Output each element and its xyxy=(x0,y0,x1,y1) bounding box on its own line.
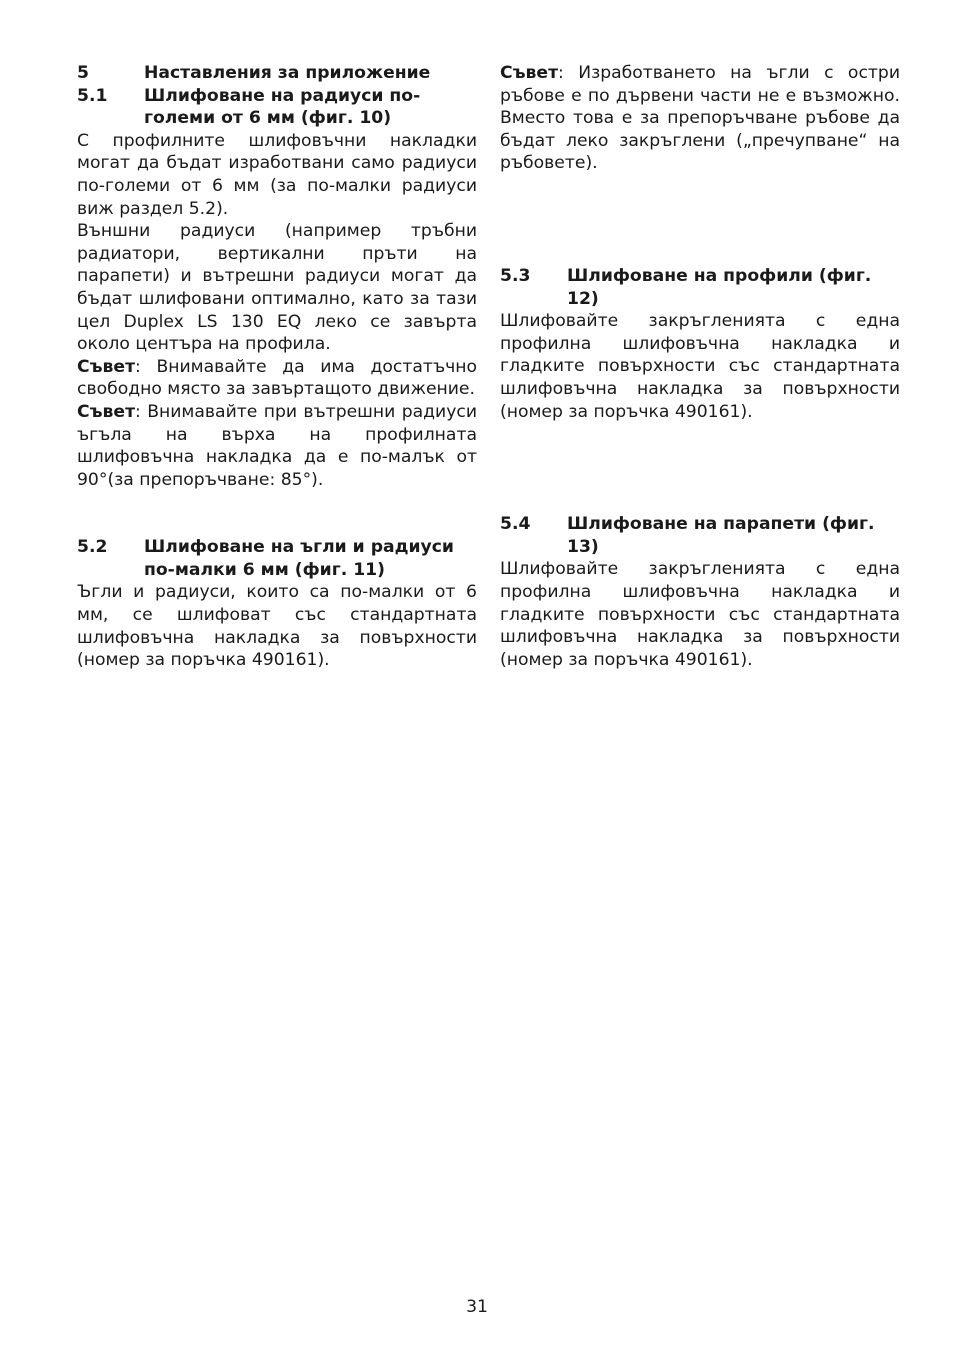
section-title: Шлифоване на радиуси по-големи от 6 мм (фиг. 10) xyxy=(144,85,421,129)
tip-text: : Изработването на ъгли с остри ръбове е по дървени части не е възможно. Вместо това е за препоръчване ръбове да бъдат леко закръглени („пречупване“ на ръбовете). xyxy=(500,63,900,174)
section-number: 5.4 xyxy=(500,514,531,535)
section-title: Шлифоване на парапети (фиг. 13) xyxy=(567,514,875,557)
section-number: 5.3 xyxy=(500,265,531,286)
tip-label: Съвет xyxy=(77,356,136,377)
spacer xyxy=(500,423,900,513)
tip-label: Съвет xyxy=(500,63,559,83)
spacer xyxy=(77,491,477,536)
section-5-1-paragraph-2: Външни радиуси (например тръбни радиатори, вертикални пръти на парапети) и вътрешни радиуси могат да бъдат шлифовани оптимално, като за тази цел Duplex LS 130 EQ леко се завърта около центъра на профила. xyxy=(77,221,477,355)
section-5-4-paragraph-1: Шлифовайте закръгленията с една профилна шлифовъчна накладка и гладките повърхности със стандартната шлифовъчна накладка за повърхности (номер за поръчка 490161). xyxy=(500,559,900,670)
section-number: 5.2 xyxy=(77,537,108,558)
section-5-1-heading xyxy=(77,85,477,130)
section-5-heading xyxy=(77,62,477,85)
section-number: 5.1 xyxy=(77,85,108,106)
section-title: Шлифоване на профили (фиг. 12) xyxy=(567,265,872,309)
spacer xyxy=(500,175,900,265)
section-5-1-paragraph-1: С профилните шлифовъчни накладки могат да бъдат изработвани само радиуси по-големи от 6 мм (за по-малки радиуси виж раздел 5.2). xyxy=(77,130,477,219)
section-5-3-heading xyxy=(500,265,900,310)
right-column xyxy=(500,62,900,671)
section-5-2-heading xyxy=(77,536,477,581)
section-title: Шлифоване на ъгли и радиуси по-малки 6 мм (фиг. 11) xyxy=(144,537,454,580)
right-tip xyxy=(500,62,900,175)
section-5-3-paragraph-1: Шлифовайте закръгленията с една профилна шлифовъчна накладка и гладките повърхности със стандартната шлифовъчна накладка за повърхности (номер за поръчка 490161). xyxy=(500,311,900,422)
section-5-4-heading xyxy=(500,513,900,558)
section-number: 5 xyxy=(77,63,89,83)
left-column xyxy=(77,62,477,672)
section-5-1-tip-1 xyxy=(77,356,477,401)
tip-text: : Внимавайте да има достатъчно свободно място за завъртащото движение. xyxy=(77,356,477,400)
tip-label: Съвет xyxy=(77,401,136,422)
section-title: Наставления за приложение xyxy=(144,63,431,83)
section-5-1-tip-2 xyxy=(77,401,477,491)
tip-text: : Внимавайте при вътрешни радиуси ъгъла на върха на профилната шлифовъчна накладка да е по-малък от 90°(за препоръчване: 85°). xyxy=(77,401,477,490)
section-5-2-paragraph-1: Ъгли и радиуси, които са по-малки от 6 мм, се шлифоват със стандартната шлифовъчна накладка за повърхности (номер за поръчка 490161). xyxy=(77,582,477,671)
page-number: 31 xyxy=(466,1297,488,1317)
